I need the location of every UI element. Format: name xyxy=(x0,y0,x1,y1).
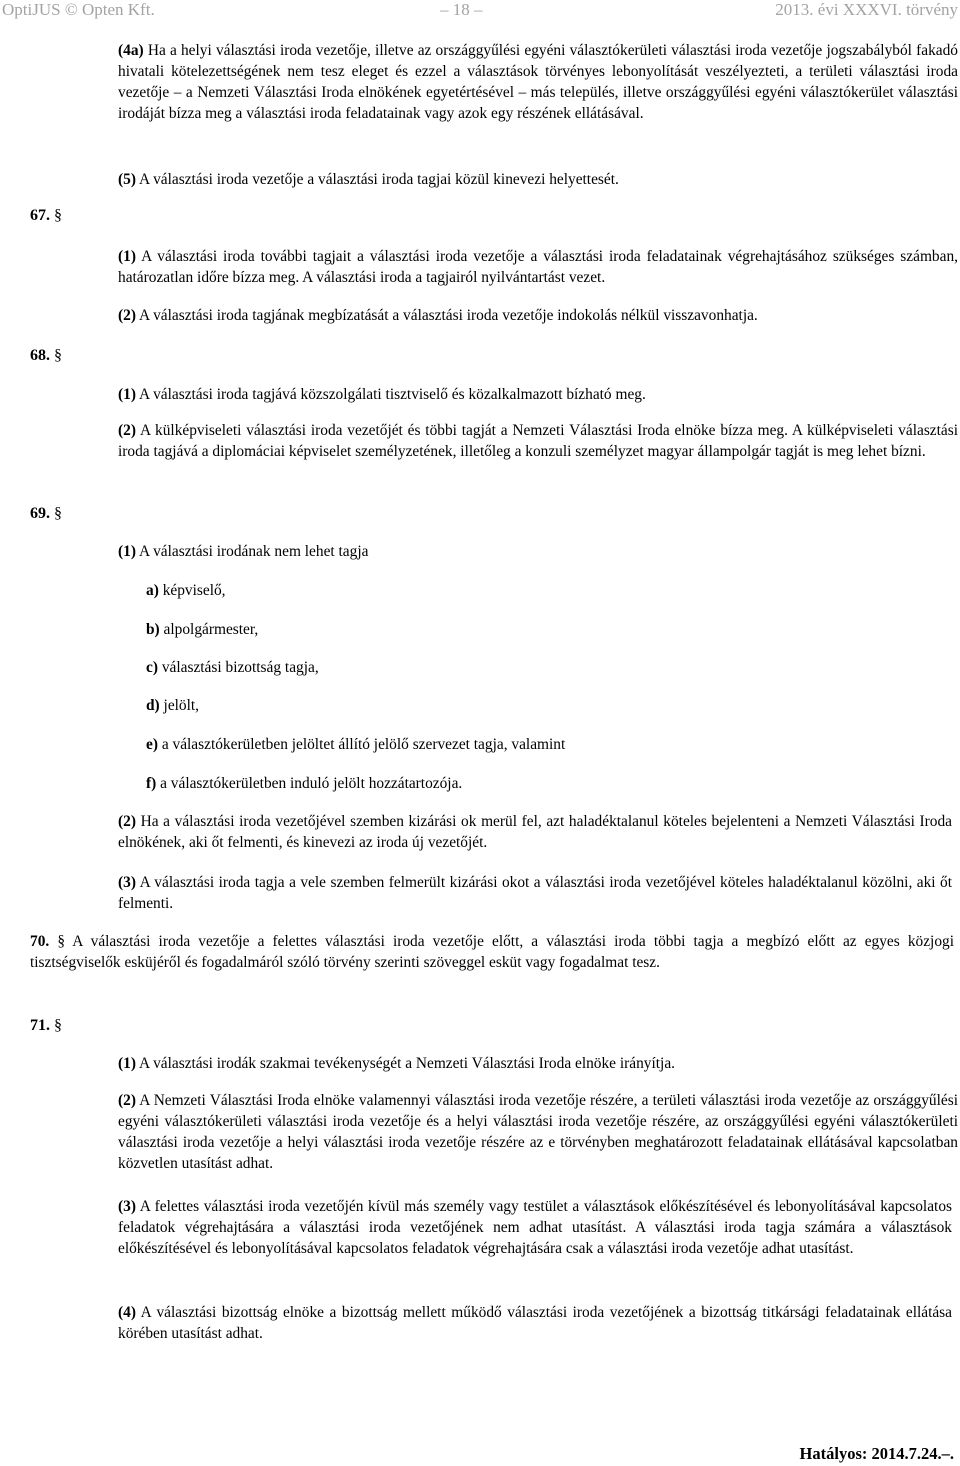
paragraph-number: (4) xyxy=(118,1304,136,1321)
paragraph-number: (2) xyxy=(118,813,136,830)
paragraph-number: (4a) xyxy=(118,42,144,59)
section-67-heading xyxy=(30,205,62,226)
list-item xyxy=(146,580,226,601)
list-item-text: a választókerületben jelöltet állító jelölő szervezet tagja, valamint xyxy=(161,736,566,753)
section-number: 68. xyxy=(30,347,50,364)
footer-effective-date: Hatályos: 2014.7.24.–. xyxy=(799,1444,954,1463)
paragraph-number: (2) xyxy=(118,422,136,439)
section-71-paragraph-3 xyxy=(118,1196,952,1259)
section-69-paragraph-3 xyxy=(118,872,952,914)
section-symbol: § xyxy=(54,1017,62,1034)
paragraph-text: Ha a helyi választási iroda vezetője, illetve az országgyűlési egyéni választókerületi választási iroda vezetője jogszabályból fakadó hivatali kötelezettségének nem tesz eleget és ezzel a választások törvényes lebonyolítását veszélyezteti, a területi választási iroda vezetője – a Nemzeti Választási Iroda elnökének egyetértésével – más település, illetve országgyűlési egyéni választókerület választási irodáját bízza meg a választási iroda feladatainak vagy azok egy részének ellátásával. xyxy=(118,42,958,122)
section-68-paragraph-1 xyxy=(118,384,958,405)
section-symbol: § xyxy=(54,207,62,224)
paragraph-text: A választási iroda tagjává közszolgálati tisztviselő és közalkalmazott bízható meg. xyxy=(138,386,646,403)
section-symbol: § xyxy=(54,347,62,364)
paragraph-number: (3) xyxy=(118,1198,136,1215)
paragraph-text: A választási bizottság elnöke a bizottság mellett működő választási iroda vezetőjének a bizottság titkársági feladatainak ellátása körében utasítást adhat. xyxy=(118,1304,953,1342)
list-item-letter: d) xyxy=(146,697,160,714)
section-71-paragraph-1 xyxy=(118,1053,958,1074)
list-item xyxy=(146,773,462,794)
list-item-text: választási bizottság tagja, xyxy=(161,659,319,676)
list-item-letter: b) xyxy=(146,621,160,638)
paragraph-number: (1) xyxy=(118,1055,136,1072)
paragraph-number: (2) xyxy=(118,1092,136,1109)
header-page-number: – 18 – xyxy=(440,0,483,19)
paragraph-number: (2) xyxy=(118,307,136,324)
section-number: 69. xyxy=(30,505,50,522)
section-number: 70. xyxy=(30,933,50,950)
section-71-heading xyxy=(30,1015,62,1036)
section-text: A választási iroda vezetője a felettes választási iroda vezetője előtt, a választási iroda többi tagja a megbízó előtt az egyes közjogi tisztségviselők esküjéről és fogadalmáról szóló törvény szerinti szöveggel esküt vagy fogadalmat tesz. xyxy=(30,933,954,971)
list-item xyxy=(146,734,565,755)
section-number: 71. xyxy=(30,1017,50,1034)
paragraph-5 xyxy=(118,169,958,190)
section-67-paragraph-2 xyxy=(118,305,958,326)
paragraph-text: Ha a választási iroda vezetőjével szemben kizárási ok merül fel, azt haladéktalanul köteles bejelenteni a Nemzeti Választási Iroda elnökének, aki őt felmenti, és kinevezi az iroda új vezetőjét. xyxy=(118,813,952,851)
list-item-text: képviselő, xyxy=(162,582,226,599)
paragraph-text: A külképviseleti választási iroda vezetőjét és többi tagját a Nemzeti Választási Iroda elnöke bízza meg. A külképviseleti választási iroda tagjává a diplomáciai képviselet személyzetének, illetőleg a konzuli személyzet magyar állampolgár tagját is meg lehet bízni. xyxy=(118,422,959,460)
list-item xyxy=(146,619,258,640)
section-symbol: § xyxy=(57,933,66,950)
section-68-heading xyxy=(30,345,62,366)
paragraph-text: A választási iroda vezetője a választási iroda tagjai közül kinevezi helyettesét. xyxy=(138,171,619,188)
section-71-paragraph-4 xyxy=(118,1302,952,1344)
list-item-text: a választókerületben induló jelölt hozzátartozója. xyxy=(160,775,463,792)
section-69-paragraph-2 xyxy=(118,811,952,853)
header-publisher: OptiJUS © Opten Kft. xyxy=(2,0,155,19)
section-symbol: § xyxy=(54,505,62,522)
paragraph-text: A választási iroda tagjának megbízatását a választási iroda vezetője indokolás nélkül visszavonhatja. xyxy=(138,307,758,324)
paragraph-number: (1) xyxy=(118,248,136,265)
header-law-title: 2013. évi XXXVI. törvény xyxy=(775,0,958,19)
list-item xyxy=(146,657,319,678)
paragraph-text: A választási iroda tagja a vele szemben felmerült kizárási okot a választási iroda vezetőjével köteles haladéktalanul közölni, aki őt felmenti. xyxy=(118,874,952,912)
list-item-letter: c) xyxy=(146,659,158,676)
list-item-text: jelölt, xyxy=(163,697,200,714)
paragraph-number: (1) xyxy=(118,386,136,403)
section-67-paragraph-1 xyxy=(118,246,958,288)
list-item-letter: f) xyxy=(146,775,157,792)
paragraph-text: A választási irodának nem lehet tagja xyxy=(138,543,369,560)
paragraph-4a xyxy=(118,40,958,124)
list-item-letter: e) xyxy=(146,736,158,753)
list-item-letter: a) xyxy=(146,582,159,599)
list-item-text: alpolgármester, xyxy=(163,621,259,638)
section-69-paragraph-1 xyxy=(118,541,958,562)
paragraph-number: (5) xyxy=(118,171,136,188)
section-70 xyxy=(30,931,954,973)
section-68-paragraph-2 xyxy=(118,420,958,462)
section-71-paragraph-2 xyxy=(118,1090,958,1174)
paragraph-text: A választási irodák szakmai tevékenységét a Nemzeti Választási Iroda elnöke irányítja. xyxy=(138,1055,675,1072)
paragraph-text: A felettes választási iroda vezetőjén kívül más személy vagy testület a választások előkészítésével és lebonyolításával kapcsolatos feladatok végrehajtására a választási iroda vezetőjének nem adhat utasítást. A választási iroda tagja számára a választások előkészítésével és lebonyolításával kapcsolatos feladatok végrehajtására csak a választási iroda vezetője adhat utasítást. xyxy=(118,1198,952,1257)
section-69-heading xyxy=(30,503,62,524)
paragraph-number: (3) xyxy=(118,874,136,891)
paragraph-text: A Nemzeti Választási Iroda elnöke valamennyi választási iroda vezetője részére, a területi választási iroda vezetője az országgyűlési egyéni választókerületi választási iroda vezetője és a helyi választási iroda vezetője részére, az országgyűlési egyéni választókerületi választási iroda vezetője a helyi választási iroda vezetője részére az e törvényben meghatározott feladatainak ellátásával kapcsolatban közvetlen utasítást adhat. xyxy=(118,1092,958,1172)
paragraph-text: A választási iroda további tagjait a választási iroda vezetője a választási iroda feladatainak végrehajtásához szükséges számban, határozatlan időre bízza meg. A választási iroda a tagjairól nyilvántartást vezet. xyxy=(118,248,959,286)
paragraph-number: (1) xyxy=(118,543,136,560)
list-item xyxy=(146,695,199,716)
section-number: 67. xyxy=(30,207,50,224)
